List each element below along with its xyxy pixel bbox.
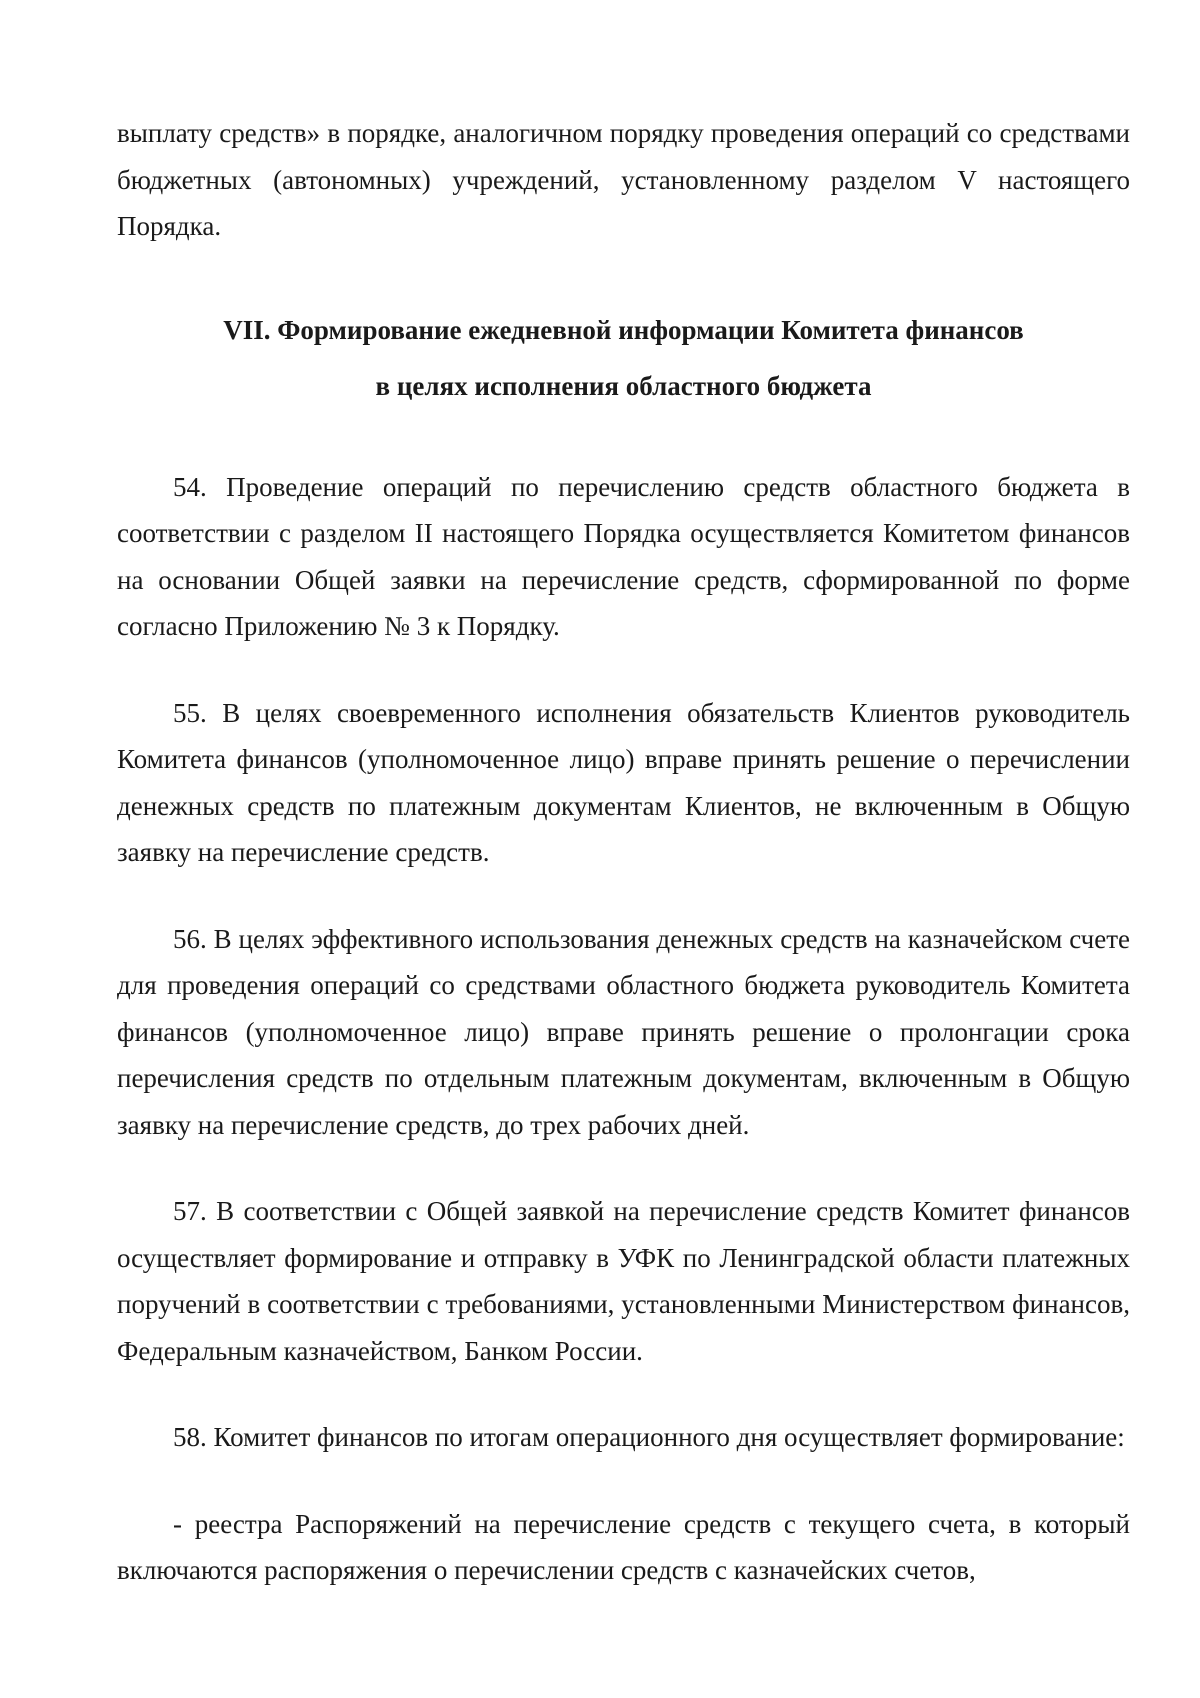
paragraph-56: 56. В целях эффективного использования денежных средств на казначейском счете для проведения операций со средствами областного бюджета руководитель Комитета финансов (уполномоченное лицо) вправе принять решение о пролонгации срока перечисления средств по отдельным платежным документам, включенным в Общую заявку на перечисление средств, до трех рабочих дней. (117, 923, 1130, 1140)
paragraph-58: 58. Комитет финансов по итогам операционного дня осуществляет формирование: (173, 1422, 1125, 1452)
section-title-line-2: в целях исполнения областного бюджета (375, 370, 872, 401)
section-title-line-1: VII. Формирование ежедневной информации Комитета финансов (223, 314, 1024, 345)
paragraph-54: 54. Проведение операций по перечислению средств областного бюджета в соответствии с разделом II настоящего Порядка осуществляется Комитетом финансов на основании Общей заявки на перечисление средств, сформированной по форме согласно Приложению № 3 к Порядку. (117, 471, 1130, 641)
intro-paragraph: выплату средств» в порядке, аналогичном порядку проведения операций со средствами бюджетных (автономных) учреждений, установленному разделом V настоящего Порядка. (117, 118, 1130, 241)
document-body (117, 110, 1130, 1594)
paragraph-55: 55. В целях своевременного исполнения обязательств Клиентов руководитель Комитета финансов (уполномоченное лицо) вправе принять решение о перечислении денежных средств по платежным документам Клиентов, не включенным в Общую заявку на перечисление средств. (117, 697, 1130, 867)
section-heading (117, 302, 1130, 414)
paragraph-57: 57. В соответствии с Общей заявкой на перечисление средств Комитет финансов осуществляет формирование и отправку в УФК по Ленинградской области платежных поручений в соответствии с требованиями, установленными Министерством финансов, Федеральным казначейством, Банком России. (117, 1196, 1130, 1366)
paragraph-58-item-1: - реестра Распоряжений на перечисление средств с текущего счета, в который включаются распоряжения о перечислении средств с казначейских счетов, (117, 1508, 1130, 1585)
